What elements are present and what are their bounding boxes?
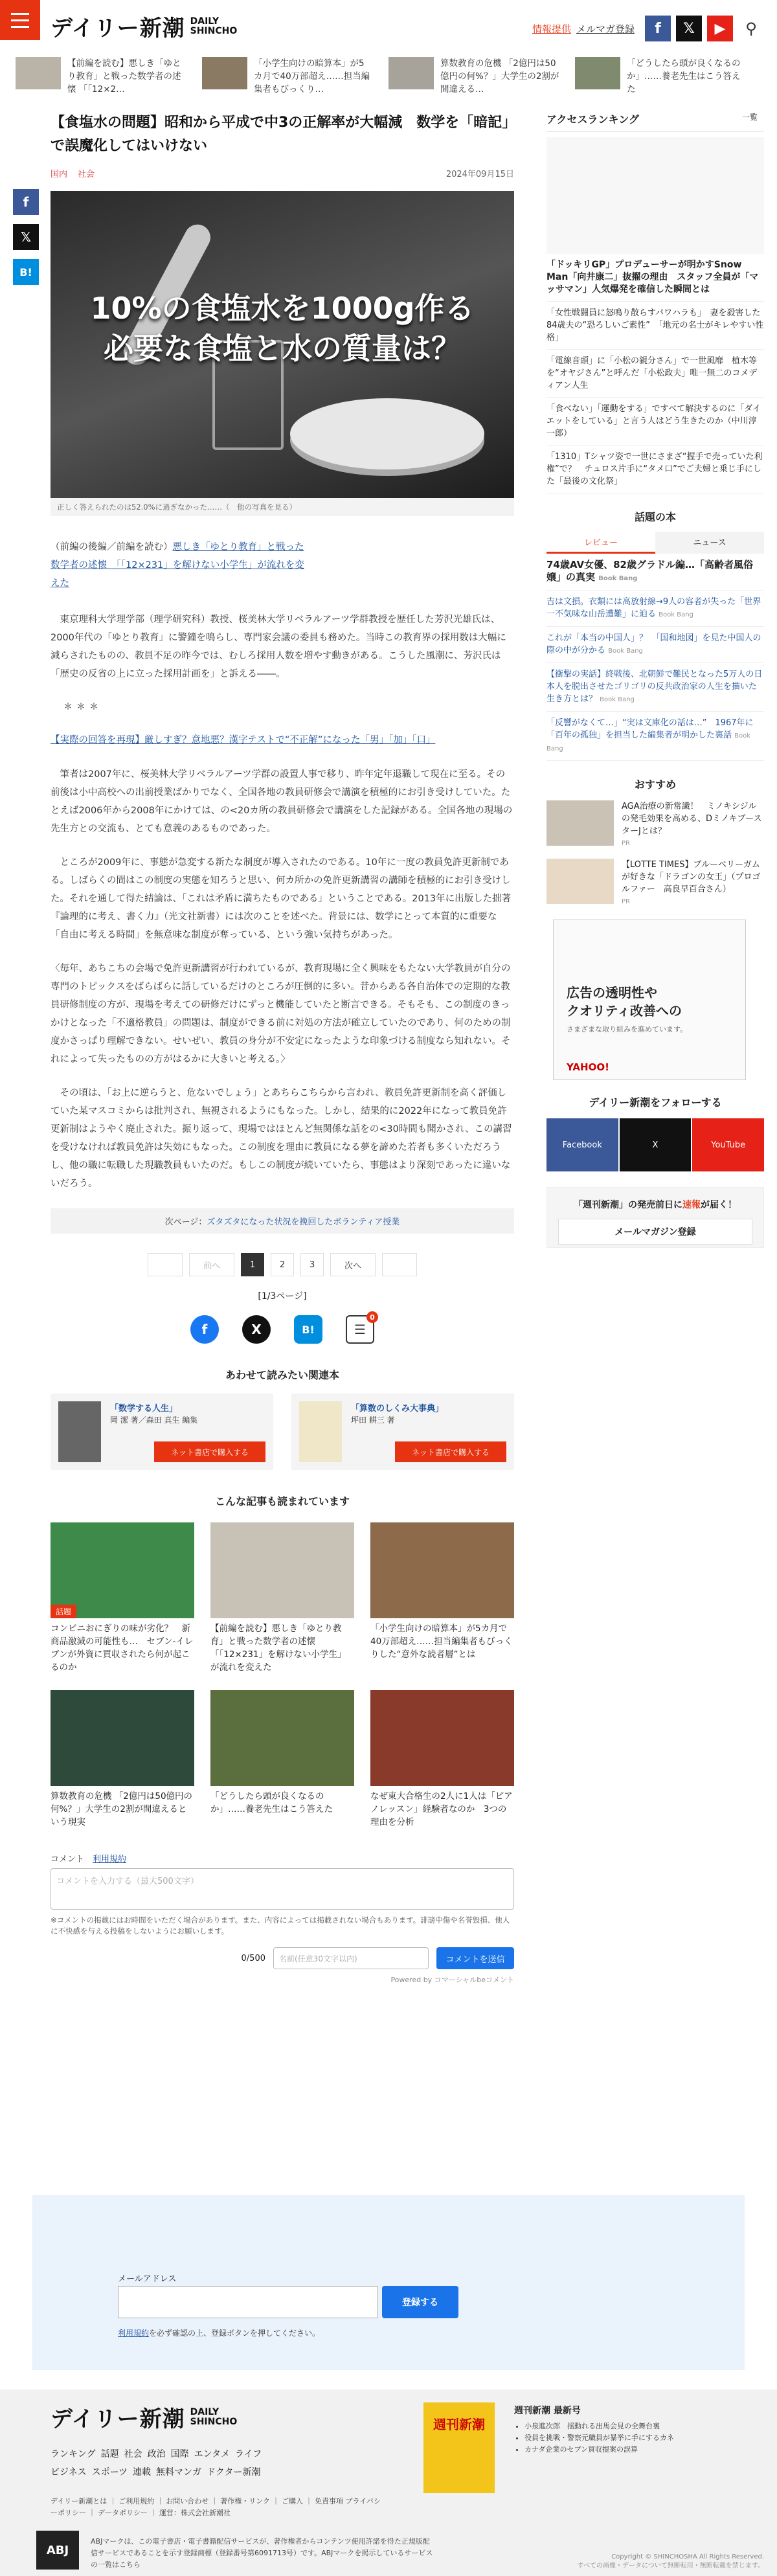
first-page-button[interactable] (148, 1253, 183, 1276)
youtube-icon[interactable]: ▶ (707, 16, 733, 41)
footer-nav-item[interactable]: ライフ (235, 2449, 262, 2459)
footer-nav-item[interactable]: 政治 (147, 2449, 166, 2459)
topic-item[interactable]: これが「本当の中国人」？ 「国和地図」を見た中国人の際の中が分かる Book Bang (546, 627, 764, 663)
comment-note: ※コメントの掲載にはお時間をいただく場合があります。また、内容によっては掲載されない場合もあります。誹謗中傷や名誉毀損、他人に不快感を与える投稿をしないようにお願いします。 (51, 1915, 510, 1936)
next-page-button[interactable]: 次へ (330, 1253, 376, 1276)
follow-title: デイリー新潮をフォローする (589, 1096, 722, 1109)
comment-textarea[interactable]: コメントを入力する（最大500文字） (51, 1868, 514, 1910)
copyright: Copyright © SHINCHOSHA All Rights Reserved. すべての画像・データについて無断転用・無断転載を禁じます。 (577, 2553, 764, 2570)
card-title: 【前編を読む】悪しき「ゆとり教育」と戦った数学者の述懐 「「12×231」を解けない小学生」が流れを変えた (210, 1623, 346, 1673)
article-card[interactable] (210, 1522, 354, 1674)
newsletter-signup-button[interactable]: メールマガジン登録 (558, 1219, 752, 1245)
newsletter-section (32, 2195, 745, 2370)
tab-review[interactable]: レビュー (546, 532, 655, 554)
footer-nav-item[interactable]: ドクター新潮 (207, 2467, 261, 2478)
follow-buttons (546, 1118, 764, 1171)
follow-facebook-button[interactable]: Facebook (546, 1118, 618, 1171)
salt-bowl-shape (290, 398, 484, 469)
logo-text: デイリー新潮 (51, 16, 185, 41)
page-2-button[interactable]: 2 (271, 1253, 294, 1276)
footer-nav-item[interactable]: ランキング (51, 2449, 96, 2459)
page-1-button[interactable]: 1 (241, 1253, 264, 1276)
ranking-header: アクセスランキング 一覧 (546, 111, 764, 132)
top-rec-item[interactable]: 【前編を読む】悪しき「ゆとり教育」と戦った数学者の述懐 「「12×2… (16, 57, 186, 122)
hatena-share-icon[interactable]: B! (294, 1315, 322, 1344)
latest-issue-title: 週刊新潮 最新号 (514, 2406, 581, 2416)
article-card[interactable] (210, 1690, 354, 1829)
page-3-button[interactable]: 3 (300, 1253, 324, 1276)
facebook-share-icon[interactable]: f (13, 189, 39, 215)
commenter-name-input[interactable]: 名前(任意30文字以内) (273, 1947, 429, 1969)
logo-en: DAILY SHINCHO (190, 16, 238, 36)
card-title: 「どうしたら頭が良くなるのか」……養老先生はこう答えた (210, 1791, 333, 1814)
hero-image[interactable] (51, 191, 514, 498)
top-rec-item[interactable]: 「どうしたら頭が良くなるのか」……養老先生はこう答えた (575, 57, 746, 122)
comment-count-badge: 0 (366, 1311, 378, 1323)
latest-issue-item[interactable]: • 小泉進次郎 揺動れる出馬会見の全舞台裏 (524, 2421, 674, 2432)
x-icon[interactable]: 𝕏 (676, 16, 702, 41)
book-author: 岡 潔 著／森田 真生 編集 (110, 1416, 198, 1425)
pr-item[interactable]: AGA治療の新常識！ ミノキシジルの発毛効果を高める、DミノキブースターJとは？ PR (546, 800, 764, 850)
card-title: 算数教育の危機 「2億円は50億円の何%？」大学生の2割が間違えるという現実 (51, 1791, 193, 1827)
footer-nav-item[interactable]: スポーツ (91, 2467, 128, 2478)
image-caption: 正しく答えられたのは52.0%に過ぎなかった……（ 他の写真を見る） (51, 498, 514, 516)
thumbnail (202, 57, 247, 89)
category-link[interactable]: 社会 (78, 170, 95, 179)
lead-link[interactable]: 悪しき「ゆとり教育」と戦った数学者の述懐 「「12×231」を解けない小学生」が流れを変えた (51, 542, 304, 589)
footer-nav-item[interactable]: 無料マンガ (156, 2467, 202, 2478)
footer-nav-item[interactable]: 国際 (170, 2449, 189, 2459)
card-image (51, 1690, 194, 1786)
footer-nav-item[interactable]: ビジネス (51, 2467, 87, 2478)
topic-item[interactable]: 「反響がなくて…」“実は文庫化の話は…” 1967年に「百年の孤独」を担当した編集者が明かした裏話 Book Bang (546, 712, 764, 761)
ad-text: 広告の透明性や クオリティ改善への (567, 985, 682, 1019)
footer-nav-item[interactable]: 話題 (100, 2449, 119, 2459)
card-image (210, 1522, 354, 1618)
related-books (51, 1394, 514, 1470)
ranking-item[interactable]: 「女性戦闘員に怒鳴り散らすパワハラも」 妻を殺害した84歳夫の“恐ろしいご素性” 「地元の名士がキレやすい性格」 (546, 302, 764, 350)
ad-logo: YAHOO! (567, 1061, 609, 1073)
page-count: [1/3ページ] (258, 1291, 307, 1302)
osusume-title: おすすめ (634, 778, 677, 791)
card-image (370, 1690, 514, 1786)
comment-label: コメント 利用規約 (51, 1855, 127, 1864)
article-card[interactable] (51, 1522, 194, 1674)
hamburger-menu-button[interactable] (0, 0, 40, 40)
category-link[interactable]: 国内 (51, 170, 68, 179)
promo-text: 「週刊新潮」の発売前日に速報が届く！ (574, 1200, 737, 1210)
body-paragraph: 〈毎年、あちこちの会場で免許更新講習が行われているが、教育現場に全く興味をもたない大学教員が自分の専門のトピックスをばらばらに話しているだけのところが圧倒的に多い。昔からある各自治体での定期的な教員研修制度の方が、現場を考えての研修だけにずっと機能していたと断言できる。そもそも、この制度のきっかけとなった「不適格教員」の問題は、制度ができる前に対処の方法が確立していたのであり、何のための制度かさっぱり理解できない。せいぜい、教員の身分が不安定になったような印象づける制度なら知れない。それによって失ったものの方がはるかに大きいと考える。〉 (51, 964, 511, 1065)
book-card (51, 1394, 273, 1470)
separator: ＊＊＊ (63, 702, 102, 712)
site-footer (0, 2390, 777, 2576)
site-header (0, 0, 777, 57)
top-rec-item[interactable]: 算数教育の危機 「2億円は50億円の何%？」大学生の2割が間違える… (388, 57, 559, 122)
comment-terms-link[interactable]: 利用規約 (93, 1855, 127, 1864)
char-counter: 0/500 (241, 1953, 265, 1963)
latest-issue-item[interactable]: • 役員を挑戦・警察元職員が暴挙に手にするカネ (524, 2432, 674, 2444)
comment-send-button[interactable]: コメントを送信 (436, 1947, 514, 1969)
next-page-bar[interactable]: 次ページ：ズタズタになった状況を挽回したボランティア授業 (51, 1208, 514, 1234)
last-page-button[interactable] (382, 1253, 417, 1276)
vertical-share-bar (13, 189, 39, 285)
footer-nav-item[interactable]: エンタメ (194, 2449, 231, 2459)
newsletter-link[interactable]: メルマガ登録 (576, 23, 635, 35)
book-card (291, 1394, 514, 1470)
body-paragraph: 筆者は2007年に、桜美林大学リベラルアーツ学群の設置人事で移り、昨年定年退職して現在に至る。その前後は小中高校への出前授業ばかりでなく、全国各地の教員研修会で講演を積極的にお引き受けしていた。たとえば2006年から2008年にかけては、の<20カ所の教員研修会で講演をした記録がある。全国各地の現場の先生方との交流も、とても意義のあるものであった。 (51, 769, 513, 834)
book-title[interactable]: 「数学する人生」 (110, 1404, 178, 1414)
buy-book-button[interactable]: ネット書店で購入する (154, 1441, 265, 1462)
card-image (210, 1690, 354, 1786)
x-share-icon[interactable]: X (242, 1315, 271, 1344)
footer-links[interactable]: デイリー新潮とは ｜ ご利用規約 ｜ お問い合わせ ｜ 著作権・リンク ｜ ご購入 ｜ 免責事項 プライバシーポリシー ｜ データポリシー ｜ 運営：株式会社新潮社 (51, 2497, 381, 2517)
x-share-icon[interactable]: 𝕏 (13, 224, 39, 250)
sidebar (546, 111, 764, 1248)
topic-item[interactable]: 74歳AV女優、82歳グラドル編…「高齢者風俗嬢」の真実 Book Bang (546, 554, 764, 591)
search-icon[interactable]: ⚲ (745, 19, 757, 38)
pr-item[interactable]: 【LOTTE TIMES】ブルーベリーガムが好きな「ドラゴンの女王」（プロゴルファー 高良早百合さん） PR (546, 859, 764, 908)
more-articles-grid (51, 1522, 514, 1829)
topics-tabs (546, 532, 764, 554)
footer-nav (51, 2445, 361, 2481)
facebook-share-icon[interactable]: f (190, 1315, 219, 1344)
book-title[interactable]: 「算数のしくみ大事典」 (351, 1404, 444, 1414)
ad-subtext: さまざまな取り組みを進めています。 (567, 1025, 688, 1034)
pr-image (546, 859, 614, 904)
article-main (51, 111, 514, 1985)
thumbnail (575, 57, 620, 89)
more-articles-title: こんな記事も読まれています (214, 1495, 350, 1508)
ranking-item[interactable]: 「ドッキリGP」プロデューサーが明かすSnow Man「向井康二」抜擢の理由 スタッフ全員が「マッサマン」人気爆発を確信した瞬間とは (546, 254, 764, 302)
ranking-item[interactable]: 「食べない」「運動をする」ですべて解決するのに「ダイエットをしている」と言う人はどう生きたのか（中川淳一郎） (546, 398, 764, 446)
card-image (370, 1522, 514, 1618)
body-paragraph: その頃は、「お上に逆らうと、危ないでしょう」とあちらこちらから言われ、教員免許更新制を高く評価していた某マスコミからは批判され、無視されるようにもなった。しかし、結果的に2022年になって教員免許更新制はようやく廃止された。振り返って、現場ではほとんど無関係な話をの<30時間も聞かされ、この講習を受けなければ教員免許は失効にもなった。この制度を理由に教員になる夢を諦めた若者も多くいただろうし、他の職に転職した現職教員もいたのだ。もしこの制度が続いていたら、事態はより深刻であったに違いないだろう。 (51, 1088, 512, 1189)
body-paragraph: ところが2009年に、事態が急変する新たな制度が導入されたのである。10年に一度の教員免許更新制である。しばらくの間はこの制度の実態を知ろうと思い、何カ所かの免許更新講習の講師を積極的にお引き受けした。それを通して得た結論は、「これは矛盾に満ちたものである」ということである。2013年に出版した拙著『論理的に考え、書く力』（光文社新書）には次のことを述べた。背景には、数学にとって本質的に重要な「自由に考える時間」を無意味な制度が奪っている、という強い気持ちがあった。 (51, 857, 512, 940)
card-tag: 話題 (51, 1605, 76, 1618)
footer-nav-item[interactable]: 社会 (124, 2449, 142, 2459)
lead-paragraph: （前編の後編／前編を読む）悪しき「ゆとり教育」と戦った数学者の述懐 「「12×231」を解けない小学生」が流れを変えた (51, 542, 304, 589)
facebook-icon[interactable]: f (645, 16, 671, 41)
pr-image (546, 800, 614, 846)
thumbnail (388, 57, 434, 89)
book-cover[interactable] (58, 1401, 101, 1462)
tab-news[interactable]: ニュース (655, 532, 764, 554)
topics-title: 話題の本 (634, 511, 676, 523)
email-input[interactable] (118, 2286, 378, 2318)
book-author: 坪田 耕三 著 (351, 1416, 395, 1425)
article-card[interactable] (51, 1690, 194, 1829)
thumbnail (16, 57, 61, 89)
ranking-spacer (546, 137, 764, 254)
footer-nav-item[interactable]: 連載 (133, 2467, 152, 2478)
card-title: なぜ東大合格生の2人に1人は「ピアノレッスン」経験者なのか 3つの理由を分析 (370, 1791, 513, 1827)
pagination (51, 1253, 514, 1276)
follow-x-button[interactable]: X (620, 1118, 692, 1171)
email-label: メールアドレス (118, 2274, 177, 2284)
prev-page-button[interactable]: 前へ (189, 1253, 234, 1276)
latest-issue-item[interactable]: • カナダ企業のセブン買収提案の誤算 (524, 2444, 674, 2456)
article-title: 【食塩水の問題】昭和から平成で中3の正解率が大幅減 数学を「暗記」で誤魔化してはいけない (51, 115, 510, 154)
abj-mark: ABJ (36, 2531, 79, 2570)
magazine-cover[interactable]: 週刊新潮 (423, 2402, 495, 2493)
buy-book-button[interactable]: ネット書店で購入する (395, 1441, 506, 1462)
inline-article-link[interactable]: 【実際の回答を再現】厳しすぎ？意地悪？漢字テストで“不正解”になった「男」「加」「口」 (51, 735, 436, 745)
newsletter-terms: 利用規約を必ず確認の上、登録ボタンを押してください。 (118, 2329, 321, 2338)
card-image (51, 1522, 194, 1618)
card-title: コンビニおにぎりの味が劣化？ 新商品激減の可能性も… セブン-イレブンが外資に買収されたら何が起こるのか (51, 1623, 194, 1673)
card-title: 「小学生向けの暗算本」が5カ月で40万部超え……担当編集者もびっくりした“意外な読者層”とは (370, 1623, 513, 1660)
follow-youtube-button[interactable]: YouTube (692, 1118, 764, 1171)
site-logo[interactable] (51, 10, 237, 42)
topic-item[interactable]: 【衝撃の実話】終戦後、北朝鮮で難民となった5万人の日本人を脱出させたゴリゴリの反共政治家の人生を描いた生き方とは？ Book Bang (546, 663, 764, 712)
ranking-item[interactable]: 「電線音頭」に「小松の親分さん」で一世風靡 植木等を“オヤジさん”と呼んだ「小松政夫」唯一無二のコメディアン人生 (546, 350, 764, 398)
ranking-more-link[interactable]: 一覧 (741, 113, 758, 122)
top-rec-item[interactable]: 「小学生向けの暗算本」が5カ月で40万部超え……担当編集者もびっくり… (202, 57, 373, 122)
comment-icon[interactable]: ☰ 0 (346, 1315, 374, 1344)
hero-text: 10%の食塩水を1000g作る 必要な食塩と水の質量は？ (90, 291, 475, 366)
newsletter-terms-link[interactable]: 利用規約 (118, 2329, 150, 2338)
book-cover[interactable] (299, 1401, 342, 1462)
tip-link[interactable]: 情報提供 (532, 23, 571, 35)
hatena-share-icon[interactable]: B! (13, 259, 39, 285)
article-card[interactable] (370, 1522, 514, 1674)
footer-logo[interactable]: デイリー新潮 DAILY SHINCHO (51, 2406, 238, 2432)
article-card[interactable] (370, 1690, 514, 1829)
related-books-title: あわせて読みたい関連本 (225, 1369, 339, 1381)
ranking-item[interactable]: 「1310」Tシャツ姿で一世にさまざ“握手で売っていた利権”で？ チュロス片手に“タメ口”でご夫婦と乗じ手にした「最後の文化祭」 (546, 446, 764, 493)
comment-powered-by: Powered by コマーシャルbeコメント (390, 1976, 514, 1984)
body-paragraph: 東京理科大学理学部（理学研究科）教授、桜美林大学リベラルアーツ学群教授を歴任した芳沢光雄氏は、2000年代の「ゆとり教育」に警鐘を鳴らし、専門家会議の委員も務めた。当時この教育界の採用数は大幅に減らされたものの、教員不足の昨今では、むしろ採用人数を増やす動きがある。こうした風潮に、芳沢氏は「歴史の反省の上に立った採用計画を」と訴える――。 (51, 615, 506, 679)
abj-text: ABJマークは、この電子書店・電子書籍配信サービスが、著作権者からコンテンツ使用許諾を得た正規版配信サービスであることを示す登録商標（登録番号第6091713号）です。ABJマークを掲示しているサービスの一覧はこちら (91, 2537, 433, 2569)
register-button[interactable]: 登録する (382, 2286, 458, 2318)
publish-date: 2024年09月15日 (445, 170, 514, 179)
share-row (51, 1315, 514, 1344)
latest-issue (514, 2404, 674, 2456)
newsletter-promo (546, 1187, 764, 1248)
topic-item[interactable]: 吉は文損。衣類には高放射線→9人の容者が失った「世界一不気味な山岳遭難」に迫る Book Bang (546, 591, 764, 627)
ad-banner[interactable] (553, 920, 746, 1080)
